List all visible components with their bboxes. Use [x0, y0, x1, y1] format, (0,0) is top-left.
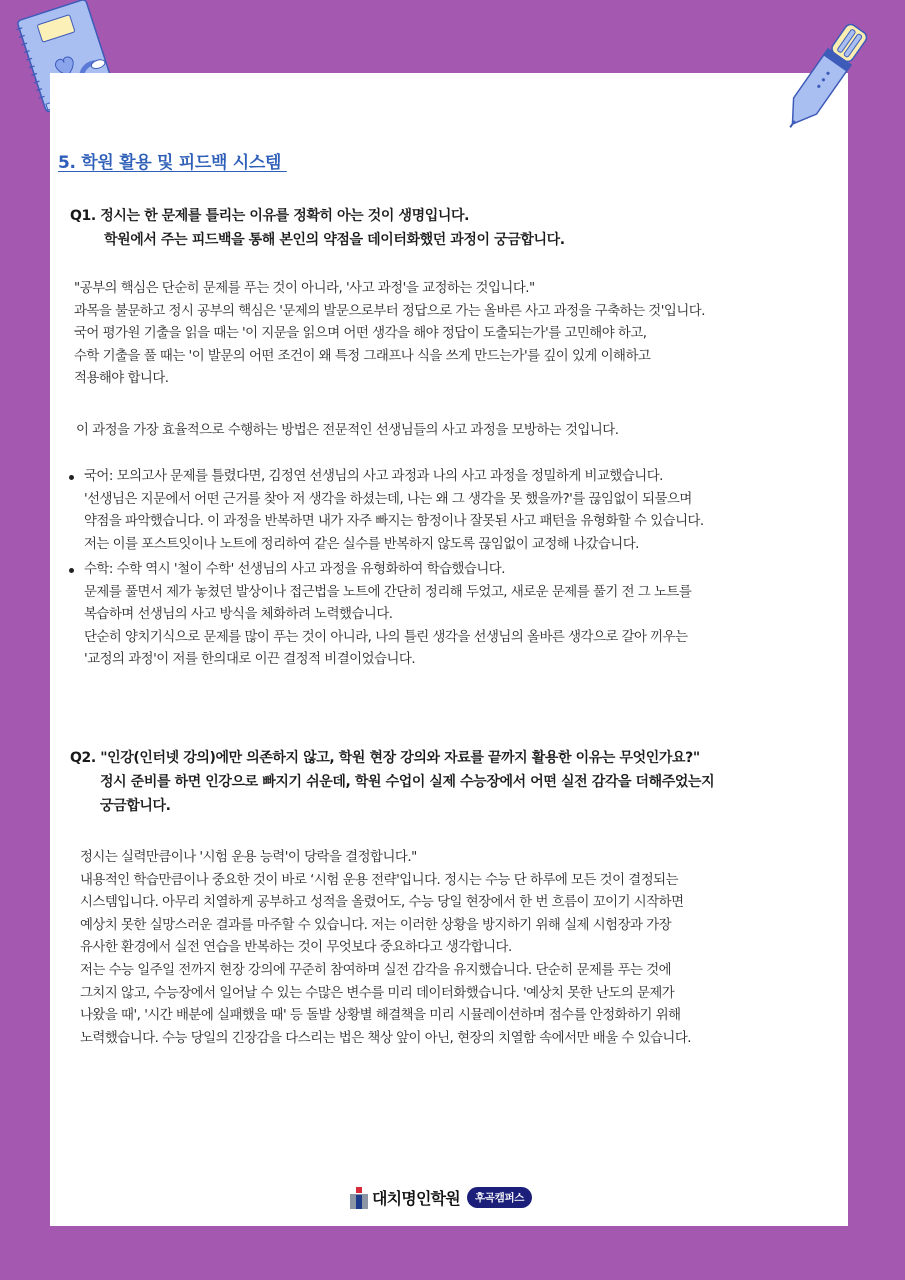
answer-line: 적용해야 합니다.	[74, 371, 169, 387]
answer-line: 예상치 못한 실망스러운 결과를 마주할 수 있습니다. 저는 이러한 상황을 방지하기 위해 실제 시험장과 가장	[80, 917, 672, 933]
academy-logo	[350, 1186, 532, 1209]
bullet-line: 약점을 파악했습니다. 이 과정을 반복하면 내가 자주 빠지는 함정이나 잘못된 사고 패턴을 유형화할 수 있습니다.	[84, 514, 704, 530]
academy-name: 대치명인학원	[372, 1189, 460, 1208]
q2-answer	[80, 847, 691, 1050]
answer-line: 과목을 불문하고 정시 공부의 핵심은 '문제의 발문으로부터 정답으로 가는 올바른 사고 과정을 구축하는 것'입니다.	[74, 303, 705, 319]
q1-question-line-2: 학원에서 주는 피드백을 통해 본인의 약점을 데이터화했던 과정이 궁금합니다.	[104, 232, 565, 248]
q2-question-line-1: Q2. "인강(인터넷 강의)에만 의존하지 않고, 학원 현장 강의와 자료를 끝까지 활용한 이유는 무엇인가요?"	[70, 750, 700, 766]
answer-line: 저는 수능 일주일 전까지 현장 강의에 꾸준히 참여하며 실전 감각을 유지했습니다. 단순히 문제를 푸는 것에	[80, 962, 672, 978]
bullet-line: 저는 이를 포스트잇이나 노트에 정리하여 같은 실수를 반복하지 않도록 끊임없이 교정해 나갔습니다.	[84, 536, 639, 552]
answer-line: 유사한 환경에서 실전 연습을 반복하는 것이 무엇보다 중요하다고 생각합니다.	[80, 940, 512, 956]
answer-line: 국어 평가원 기출을 읽을 때는 '이 지문을 읽으며 어떤 생각을 해야 정답이 도출되는가'를 고민해야 하고,	[74, 326, 647, 342]
campus-badge: 후곡캠퍼스	[467, 1187, 532, 1208]
academy-logo-mark-icon	[350, 1187, 368, 1209]
q1-answer-intro	[74, 278, 705, 391]
bullet-line: 국어: 모의고사 문제를 틀렸다면, 김정연 선생님의 사고 과정과 나의 사고 과정을 정밀하게 비교했습니다.	[84, 469, 663, 484]
q2-question-line-3: 궁금합니다.	[100, 798, 171, 814]
bullet-dot-icon	[69, 568, 74, 573]
bullet-dot-icon	[69, 475, 74, 480]
pen-illustration-icon	[768, 18, 880, 140]
document-page	[50, 73, 848, 1226]
answer-line: 수학 기출을 풀 때는 '이 발문의 어떤 조건이 왜 특정 그래프나 식을 쓰게 만드는가'를 깊이 있게 이해하고	[74, 348, 651, 364]
bullet-line: 수학: 수학 역시 '철이 수학' 선생님의 사고 과정을 유형화하여 학습했습니다.	[84, 562, 505, 577]
bullet-line: 단순히 양치기식으로 문제를 많이 푸는 것이 아니라, 나의 틀린 생각을 선생님의 올바른 생각으로 갈아 끼우는	[84, 629, 688, 645]
answer-line: "공부의 핵심은 단순히 문제를 푸는 것이 아니라, '사고 과정'을 교정하는 것입니다."	[74, 281, 535, 296]
bullet-line: 복습하며 선생님의 사고 방식을 체화하려 노력했습니다.	[84, 607, 393, 623]
q1-answer-method	[76, 420, 619, 443]
answer-line: 이 과정을 가장 효율적으로 수행하는 방법은 전문적인 선생님들의 사고 과정을 모방하는 것입니다.	[76, 423, 619, 438]
answer-line: 시스템입니다. 아무리 치열하게 공부하고 성적을 올렸어도, 수능 당일 현장에서 한 번 흐름이 꼬이기 시작하면	[80, 895, 684, 911]
answer-line: 노력했습니다. 수능 당일의 긴장감을 다스리는 법은 책상 앞이 아닌, 현장의 치열함 속에서만 배울 수 있습니다.	[80, 1030, 692, 1046]
answer-line: 내용적인 학습만큼이나 중요한 것이 바로 ‘시험 운용 전략'입니다. 정시는 수능 단 하루에 모든 것이 결정되는	[80, 872, 679, 888]
answer-line: 그치지 않고, 수능장에서 일어날 수 있는 수많은 변수를 미리 데이터화했습니다. '예상치 못한 난도의 문제가	[80, 985, 675, 1001]
bullet-line: 문제를 풀면서 제가 놓쳤던 발상이나 접근법을 노트에 간단히 정리해 두었고, 새로운 문제를 풀기 전 그 노트를	[84, 584, 692, 600]
answer-line: 정시는 실력만큼이나 '시험 운용 능력'이 당락을 결정합니다."	[80, 850, 417, 865]
bullet-line: '선생님은 지문에서 어떤 근거를 찾아 저 생각을 하셨는데, 나는 왜 그 생각을 못 했을까?'를 끊임없이 되물으며	[84, 491, 692, 507]
q1-question-line-1: Q1. 정시는 한 문제를 틀리는 이유를 정확히 아는 것이 생명입니다.	[70, 208, 470, 224]
q2-question	[70, 746, 714, 818]
q2-question-line-2: 정시 준비를 하면 인강으로 빠지기 쉬운데, 학원 수업이 실제 수능장에서 어떤 실전 감각을 더해주었는지	[100, 774, 715, 790]
answer-line: 나왔을 때', '시간 배분에 실패했을 때' 등 돌발 상황별 해결책을 미리 시뮬레이션하며 점수를 안정화하기 위해	[80, 1008, 681, 1024]
bullet-line: '교정의 과정'이 저를 한의대로 이끈 결정적 비결이었습니다.	[84, 652, 416, 668]
bullet-math	[69, 559, 691, 672]
q1-question	[70, 204, 565, 252]
section-title: 5. 학원 활용 및 피드백 시스템	[58, 153, 287, 173]
bullet-korean	[69, 466, 704, 556]
